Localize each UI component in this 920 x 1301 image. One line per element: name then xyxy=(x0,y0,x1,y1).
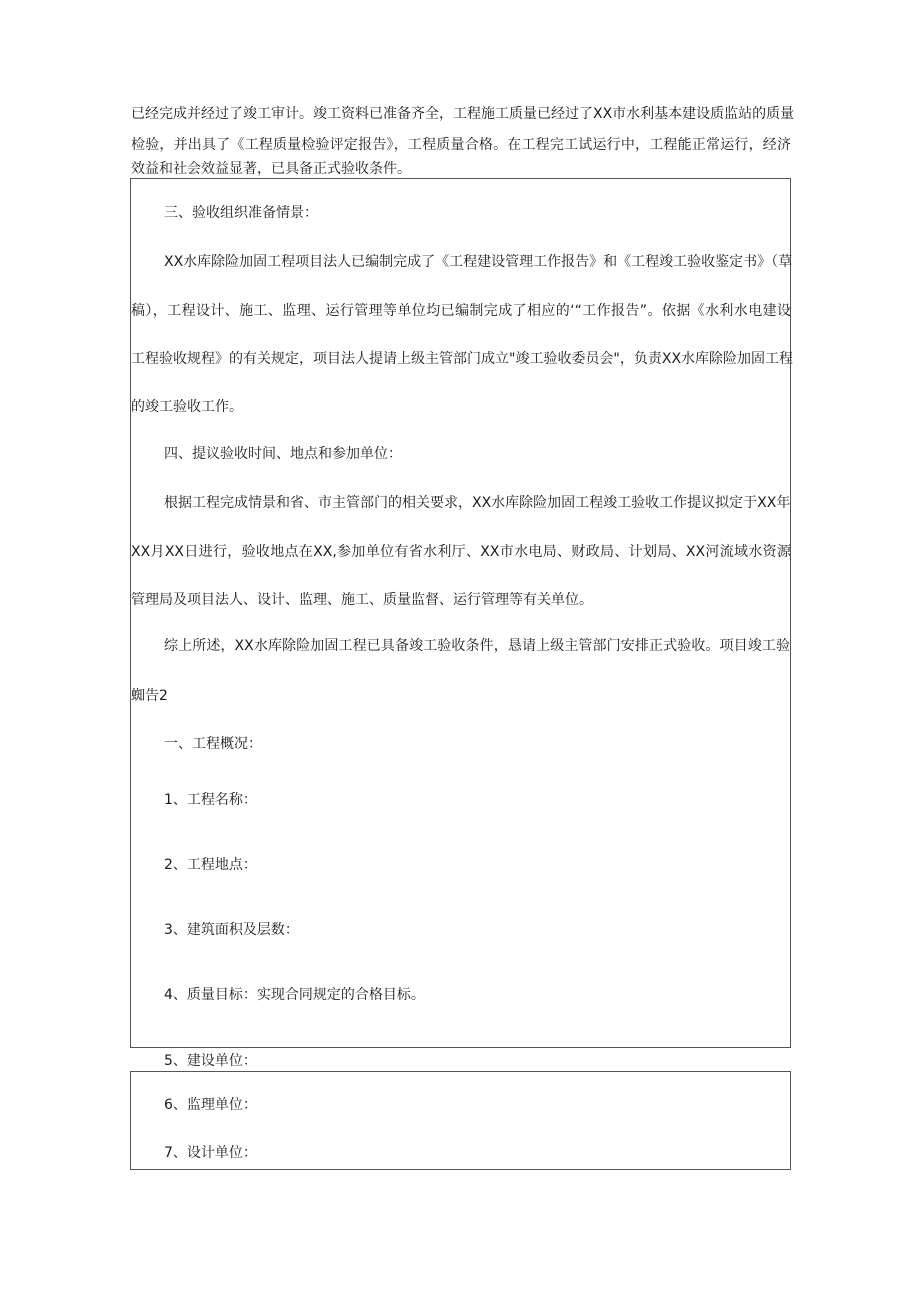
intro-line-2: 检验，并出具了《工程质量检验评定报告》，工程质量合格。在工程完工试运行中，工程能正常运行，经济 xyxy=(131,137,791,153)
section3-line-4: 的竣工验收工作。 xyxy=(131,399,243,415)
section4-line-2: XX月XX日进行，验收地点在XX,参加单位有省水利厅、XX市水电局、财政局、计划局、XX河流域水资源 xyxy=(131,544,791,560)
overview-item-location: 2、工程地点： xyxy=(164,857,257,873)
section4-line-3: 管理局及项目法人、设计、监理、施工、质量监督、运行管理等有关单位。 xyxy=(131,592,593,608)
overview-item-builder: 5、建设单位： xyxy=(164,1053,257,1069)
section3-line-1: XX水库除险加固工程项目法人已编制完成了《工程建设管理工作报告》和《工程竣工验收鉴定书》（草 xyxy=(164,254,793,270)
overview-item-name: 1、工程名称： xyxy=(164,792,257,808)
conclusion-line-2: 蜘告2 xyxy=(131,688,168,704)
overview-item-designer: 7、设计单位： xyxy=(164,1145,257,1161)
overview-item-area: 3、建筑面积及层数： xyxy=(164,922,299,938)
intro-line-1: 已经完成并经过了竣工审计。竣工资料已准备齐全，工程施工质量已经过了XX市水利基本建设质监站的质量 xyxy=(131,106,795,122)
section3-line-2: 稿），工程设计、施工、监理、运行管理等单位均已编制完成了相应的‘“工作报告”。依据《水利水电建设 xyxy=(131,303,791,319)
overview-item-supervisor: 6、监理单位： xyxy=(164,1097,257,1113)
overview-item-quality: 4、质量目标：实现合同规定的合格目标。 xyxy=(164,987,425,1003)
section4-heading: 四、提议验收时间、地点和参加单位： xyxy=(164,446,402,462)
overview-heading: 一、工程概况： xyxy=(164,736,262,752)
section4-line-1: 根据工程完成情景和省、市主管部门的相关要求，XX水库除险加固工程竣工验收工作提议拟定于XX年 xyxy=(164,495,791,511)
intro-line-3: 效益和社会效益显著，已具备正式验收条件。 xyxy=(131,161,411,177)
conclusion-line-1: 综上所述，XX水库除险加固工程已具备竣工验收条件，恳请上级主管部门安排正式验收。项目竣工验 xyxy=(164,638,790,654)
section3-heading: 三、验收组织准备情景： xyxy=(164,205,318,221)
section3-line-3: 工程验收规程》的有关规定，项目法人提请上级主管部门成立"竣工验收委员会"，负责XX水库除险加固工程 xyxy=(131,351,794,367)
